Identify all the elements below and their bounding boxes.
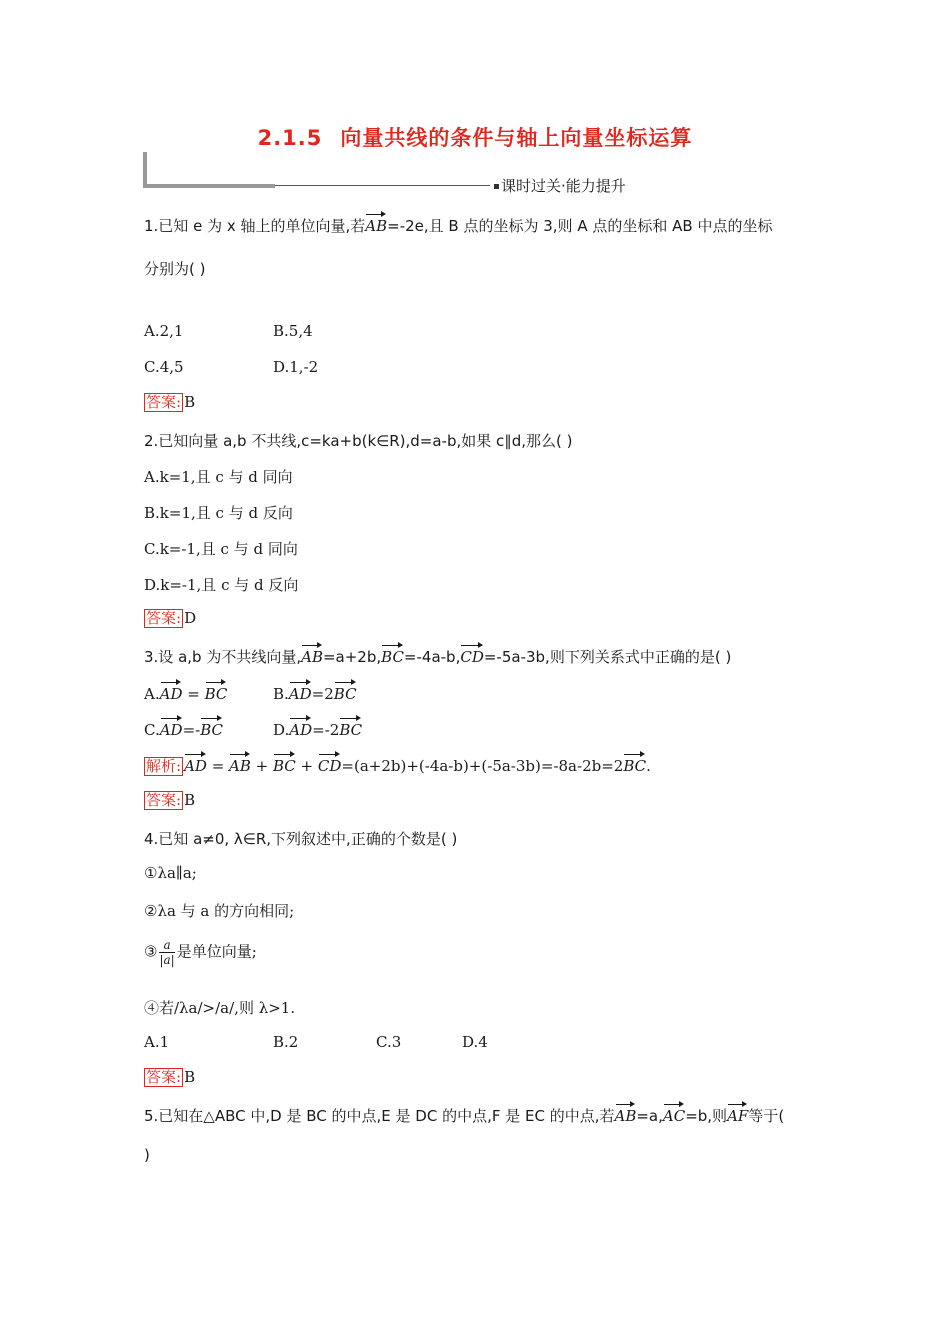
q1-stem-cont: 分别为( ) (144, 260, 206, 278)
q4-option-d: D.4 (462, 1033, 488, 1051)
q1-option-b: B.5,4 (273, 322, 313, 340)
q4-answer: 答案: B (146, 1068, 196, 1086)
q5-stem-cont: ) (144, 1146, 150, 1164)
q4-item-3: ③ $\frac{a}{|a|}$ 是单位向量; (144, 938, 257, 967)
q4-item-1: ①λa∥a; (144, 864, 197, 882)
q2-answer: 答案: D (146, 609, 197, 627)
vector-ab: AB (615, 1104, 637, 1125)
q4-item-2: ②λa 与 a 的方向相同; (144, 902, 295, 920)
q4-stem: 4.已知 a≠0, λ∈R,下列叙述中,正确的个数是( ) (144, 830, 458, 848)
q3-analysis: 解析: AD = AB + BC + CD=(a+2b)+(-4a-b)+(-5a-3b)=-8a-2b=2BC. (144, 754, 651, 776)
fraction-a-over-abs-a: $\frac{a}{|a|}$ (159, 938, 175, 967)
q2-option-a: A.k=1,且 c 与 d 同向 (144, 468, 293, 486)
q4-option-a: A.1 (144, 1033, 170, 1051)
q3-answer: 答案: B (146, 791, 196, 809)
header-rule-vertical (143, 152, 147, 188)
q2-option-d: D.k=-1,且 c 与 d 反向 (144, 576, 299, 594)
section-number: 2.1.5 (257, 126, 323, 150)
analysis-label: 解析: (146, 757, 182, 775)
answer-label: 答案: (146, 609, 182, 627)
q1-option-d: D.1,-2 (273, 358, 319, 376)
vector-cd: CD (460, 645, 484, 666)
q1-option-a: A.2,1 (144, 322, 184, 340)
answer-label: 答案: (146, 1068, 182, 1086)
q3-option-b: B.AD=2BC (273, 682, 357, 703)
answer-label: 答案: (146, 393, 182, 411)
q1-answer: 答案: B (146, 393, 196, 411)
q1-option-c: C.4,5 (144, 358, 184, 376)
q1-stem: 1.已知 e 为 x 轴上的单位向量,若AB=-2e,且 B 点的坐标为 3,则 A 点的坐标和 AB 中点的坐标 (144, 214, 772, 236)
q3-option-c: C.AD=-BC (144, 718, 223, 739)
q3-option-d: D.AD=-2BC (273, 718, 362, 739)
q2-stem: 2.已知向量 a,b 不共线,c=ka+b(k∈R),d=a-b,如果 c∥d,那么( ) (144, 432, 573, 450)
q3-option-a: A.AD = BC (144, 682, 227, 703)
square-bullet-icon (494, 184, 499, 189)
q4-option-c: C.3 (376, 1033, 402, 1051)
q5-stem: 5.已知在△ABC 中,D 是 BC 的中点,E 是 DC 的中点,F 是 EC 的中点,若AB=a,AC=b,则AF等于( (144, 1104, 784, 1126)
q4-option-b: B.2 (273, 1033, 299, 1051)
q2-option-b: B.k=1,且 c 与 d 反向 (144, 504, 293, 522)
page-title (0, 122, 950, 152)
answer-label: 答案: (146, 791, 182, 809)
q4-item-4: ④若/λa/>/a/,则 λ>1. (144, 999, 296, 1017)
vector-af: AF (727, 1104, 748, 1125)
section-label: 课时过关·能力提升 (494, 175, 626, 196)
vector-ab: AB (301, 645, 323, 666)
q3-stem: 3.设 a,b 为不共线向量,AB=a+2b,BC=-4a-b,CD=-5a-3b,则下列关系式中正确的是( ) (144, 645, 731, 667)
q2-option-c: C.k=-1,且 c 与 d 同向 (144, 540, 298, 558)
vector-ac: AC (663, 1104, 685, 1125)
title-text: 向量共线的条件与轴上向量坐标运算 (340, 126, 693, 150)
vector-ab: AB (365, 214, 387, 235)
vector-bc: BC (381, 645, 404, 666)
header-rule-thin (275, 185, 490, 186)
header-rule-thick (143, 184, 275, 188)
